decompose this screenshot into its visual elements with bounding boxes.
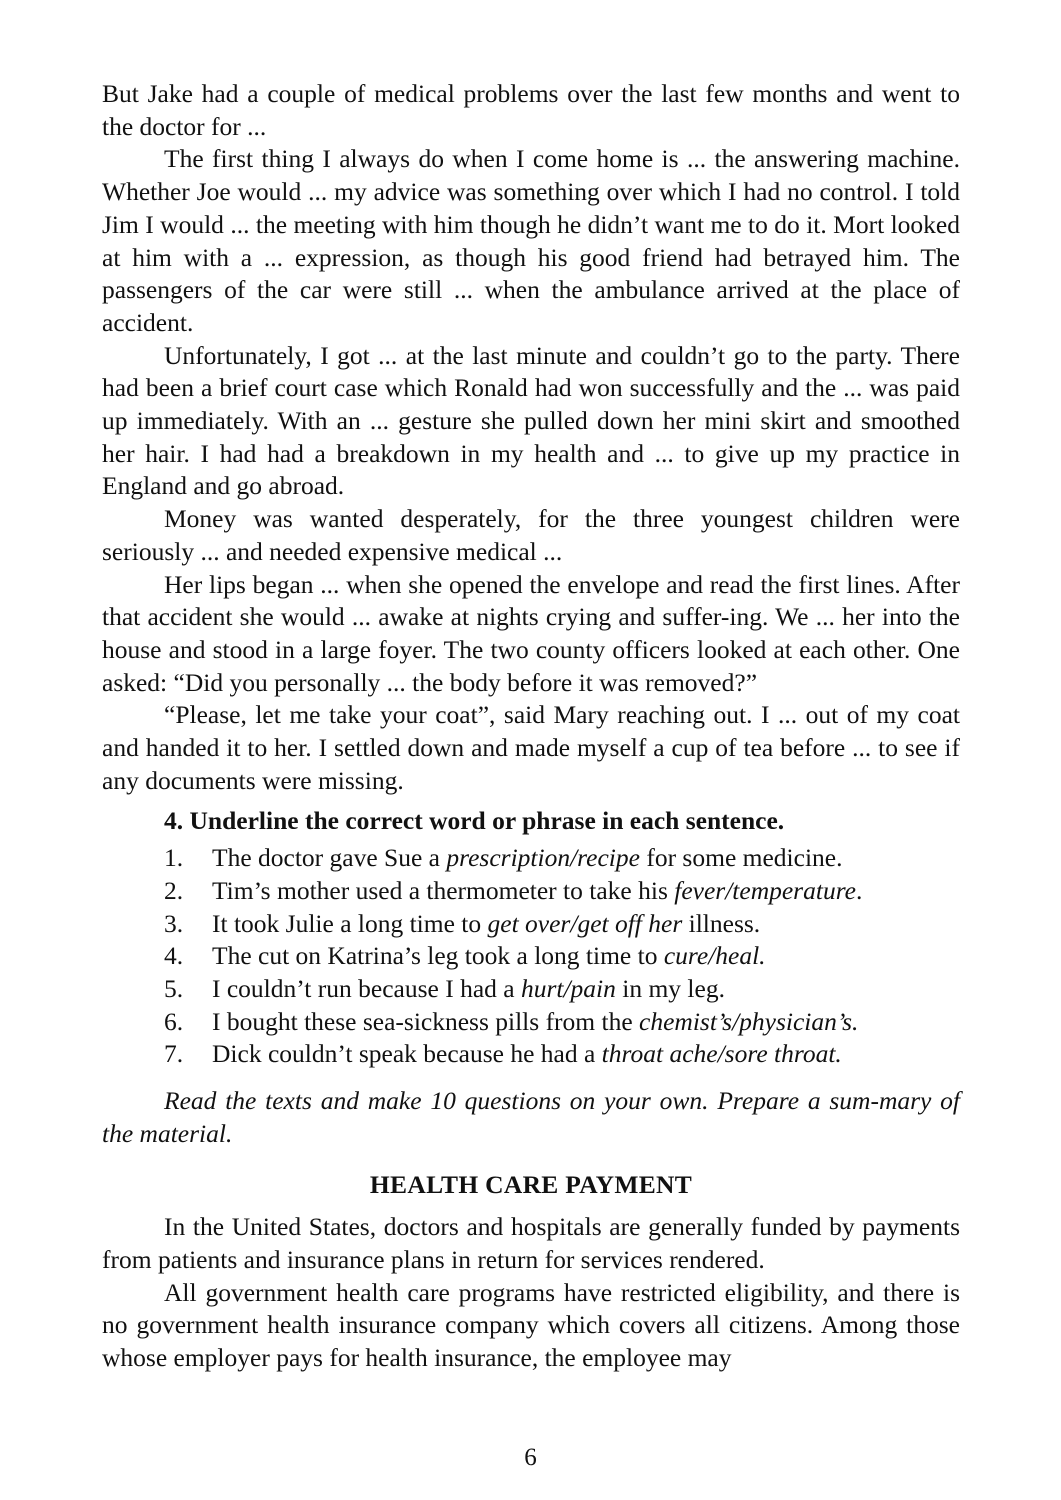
item-text-before: I bought these sea-sickness pills from the [212,1006,640,1036]
item-number: 1. [164,843,184,873]
reading-task: Read the texts and make 10 questions on your own. Prepare a sum-mary of the material. [102,1086,960,1148]
item-text-before: I couldn’t run because I had a [212,973,521,1003]
paragraph-1: But Jake had a couple of medical problems over the last few months and went to the doctor for ... [102,79,960,141]
item-options: cure/heal. [663,941,766,971]
item-text-after: in my leg. [615,973,725,1003]
section-heading: HEALTH CARE PAYMENT [369,1169,693,1199]
item-number: 7. [164,1039,184,1069]
paragraph-4: Money was wanted desperately, for the three youngest children were seriously ... and needed expensive medical ... [102,504,960,566]
exercise-list [102,842,960,1071]
paragraph-6: “Please, let me take your coat”, said Mary reaching out. I ... out of my coat and handed it to her. I settled down and made myself a cup of tea before ... to see if any documents were missing. [102,700,960,795]
item-text-before: Dick couldn’t speak because he had a [212,1039,602,1069]
paragraph-5: Her lips began ... when she opened the envelope and read the first lines. After that accident she would ... awake at nights crying and suffer-ing. We ... her into the house and stood in a large foyer. The two county officers looked at each other. One asked: “Did you personally ... the body before it was removed?” [102,569,960,697]
item-number: 6. [164,1006,184,1036]
exercise-item [102,1006,960,1039]
item-text-after: . [856,875,863,905]
item-number: 2. [164,875,184,905]
item-number: 5. [164,973,184,1003]
exercise-item [102,842,960,875]
item-text-before: It took Julie a long time to [212,908,488,938]
section-paragraph-2: All government health care programs have restricted eligibility, and there is no government health insurance company which covers all citizens. Among those whose employer pays for health insurance, the employee may [102,1277,960,1373]
item-options: hurt/pain [520,973,616,1003]
item-text-after: for some medicine. [639,843,843,873]
page-number: 6 [524,1444,537,1471]
item-text-before: The doctor gave Sue a [212,843,447,873]
item-number: 3. [164,908,184,938]
exercise-title: 4. Underline the correct word or phrase in each sentence. [164,806,785,836]
item-options: throat ache/sore throat. [601,1039,842,1069]
section-paragraph-1: In the United States, doctors and hospitals are generally funded by payments from patients and insurance plans in return for services rendered. [102,1212,960,1274]
paragraph-3: Unfortunately, I got ... at the last minute and couldn’t go to the party. There had been a brief court case which Ronald had won successfully and the ... was paid up immediately. With an ... gesture she pulled down her mini skirt and smoothed her hair. I had had a breakdown in my health and ... to give up my practice in England and go abroad. [102,340,960,501]
item-text-after: illness. [682,908,761,938]
item-options: fever/temperature [674,875,856,905]
exercise-item [102,908,960,941]
exercise-item [102,973,960,1006]
exercise-item [102,875,960,908]
exercise-item [102,940,960,973]
paragraph-2: The first thing I always do when I come home is ... the answering machine. Whether Joe would ... my advice was something over which I had no control. I told Jim I would ... the meeting with him though he didn’t want me to do it. Mort looked at him with a ... expression, as though his good friend had betrayed him. The passengers of the car were still ... when the ambulance arrived at the place of accident. [102,144,960,337]
item-options: get over/get off her [487,908,683,938]
page-content [102,78,960,1375]
item-number: 4. [164,941,184,971]
item-text-before: Tim’s mother used a thermometer to take his [212,875,675,905]
item-options: chemist’s/physician’s. [639,1006,859,1036]
exercise-item [102,1038,960,1071]
item-options: prescription/recipe [446,843,640,873]
item-text-before: The cut on Katrina’s leg took a long time to [212,941,664,971]
